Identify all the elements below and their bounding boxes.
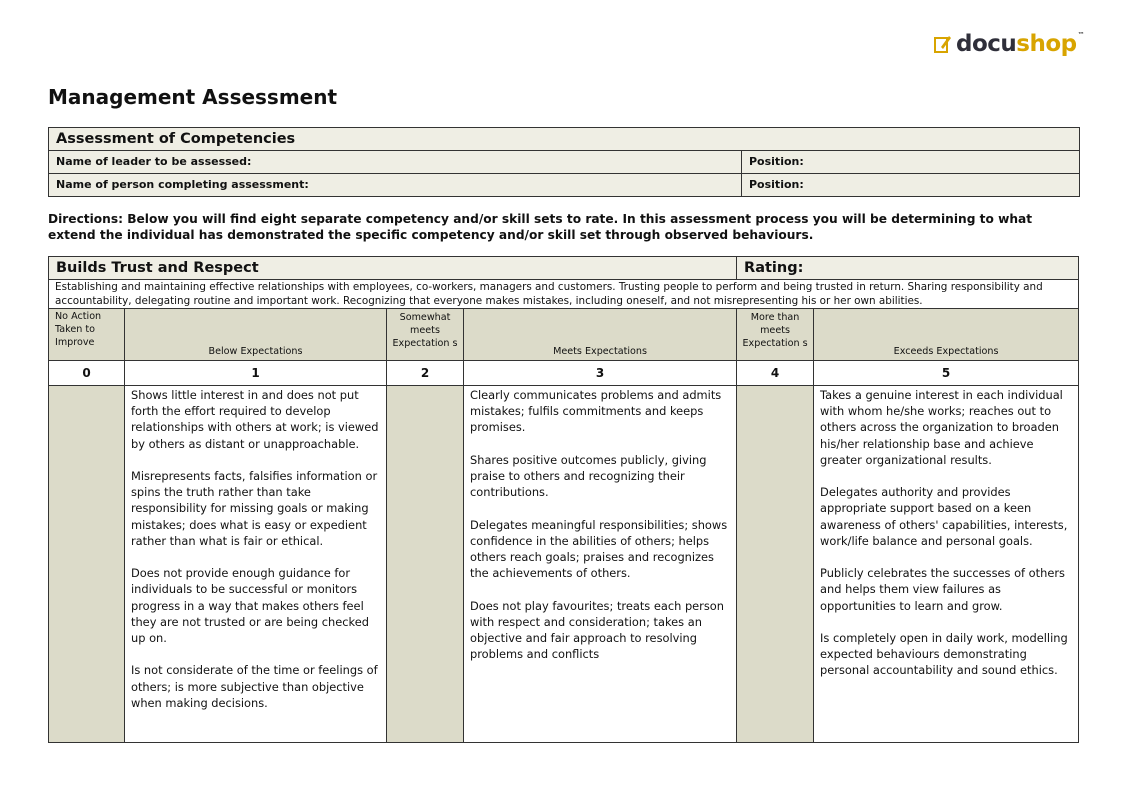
column-header-2: Somewhat meets Expectation s [387, 309, 464, 361]
blank-cell-2 [387, 386, 464, 743]
rating-option-3[interactable]: 3 [464, 361, 737, 386]
blank-cell-0 [49, 386, 125, 743]
builds-trust-table [48, 256, 1079, 743]
rating-field[interactable]: Rating: [737, 257, 1079, 280]
blank-cell-4 [737, 386, 814, 743]
column-header-1: Below Expectations [125, 309, 387, 361]
logo-text-docu: docu [956, 31, 1017, 57]
column-header-3: Meets Expectations [464, 309, 737, 361]
meets-item-2: Shares positive outcomes publicly, giving praise to others and recognizing their contributions. [470, 452, 707, 500]
column-header-0: No Action Taken to Improve [49, 309, 125, 361]
logo-trademark: ™ [1077, 31, 1085, 39]
meets-item-4: Does not play favourites; treats each person with respect and consideration; takes an objective and fair approach to resolving problems and conflicts [470, 598, 724, 662]
exceeds-item-3: Publicly celebrates the successes of others and helps them view failures as opportunities to learn and grow. [820, 566, 1065, 613]
docushop-logo [933, 30, 1084, 58]
below-item-1: Shows little interest in and does not put forth the effort required to develop relationships with others at work; is viewed by others as distant or unapproachable. [131, 388, 379, 451]
meets-item-1: Clearly communicates problems and admits mistakes; fulfils commitments and keeps promises. [470, 388, 722, 435]
rating-option-1[interactable]: 1 [125, 361, 387, 386]
section-title: Builds Trust and Respect [49, 257, 737, 280]
section-description: Establishing and maintaining effective relationships with employees, co-workers, managers and customers. Trusting people to perform and being trusted in return. Sharing responsibility and accountability, delegating routine and important work. Recognizing that everyone makes mistakes, including oneself, and not misrepresenting his or her own abilities. [49, 280, 1079, 309]
rating-option-0[interactable]: 0 [49, 361, 125, 386]
column-header-5: Exceeds Expectations [814, 309, 1079, 361]
leader-name-field[interactable]: Name of leader to be assessed: [49, 151, 742, 174]
pencil-note-icon [933, 34, 953, 54]
exceeds-item-4: Is completely open in daily work, modelling expected behaviours demonstrating personal accountability and sound ethics. [820, 631, 1068, 678]
page-title: Management Assessment [48, 85, 338, 109]
logo-text-shop: shop [1016, 31, 1077, 57]
below-item-4: Is not considerate of the time or feelings of others; is more subjective than objective when making decisions. [131, 663, 378, 710]
exceeds-item-1: Takes a genuine interest in each individual with whom he/she works; reaches out to others across the organization to broaden his/her relationship base and achieve greater organizational results. [820, 388, 1063, 467]
competencies-header: Assessment of Competencies [49, 128, 1080, 151]
below-item-2: Misrepresents facts, falsifies information or spins the truth rather than take responsibility for missing goals or making mistakes; does what is easy or expedient rather than what is fair or ethical. [131, 469, 378, 548]
directions-text: Directions: Below you will find eight separate competency and/or skill sets to rate. In this assessment process you will be determining to what extend the individual has demonstrated the specific competency and/or skill set through observed behaviours. [48, 212, 1033, 242]
below-expectations-cell [125, 386, 387, 743]
meets-item-3: Delegates meaningful responsibilities; shows confidence in the abilities of others; helps others reach goals; praises and recognizes the achievements of others. [470, 517, 728, 581]
column-header-4: More than meets Expectation s [737, 309, 814, 361]
exceeds-expectations-cell [814, 386, 1079, 743]
assessor-name-field[interactable]: Name of person completing assessment: [49, 174, 742, 197]
assessor-position-field[interactable]: Position: [742, 174, 1080, 197]
below-item-3: Does not provide enough guidance for individuals to be successful or monitors progress in a way that makes others feel they are not trusted or are being checked up on. [131, 566, 369, 646]
meets-expectations-cell [464, 386, 737, 743]
leader-position-field[interactable]: Position: [742, 151, 1080, 174]
competencies-table [48, 127, 1080, 197]
exceeds-item-2: Delegates authority and provides appropriate support based on a keen awareness of others' capabilities, interests, work/life balance and personal goals. [820, 485, 1068, 548]
rating-option-4[interactable]: 4 [737, 361, 814, 386]
rating-option-2[interactable]: 2 [387, 361, 464, 386]
rating-option-5[interactable]: 5 [814, 361, 1079, 386]
